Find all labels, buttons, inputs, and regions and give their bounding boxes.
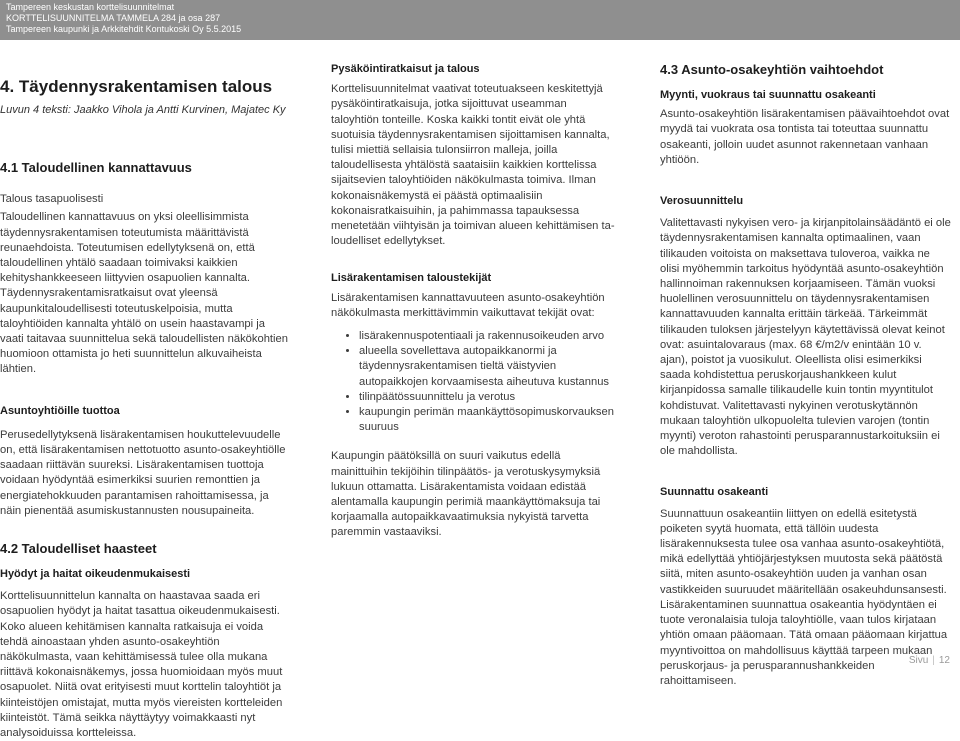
suunnattu-paragraph: Suunnattuun osakeantiin liittyen on edellä esitetystä poiketen syytä huomata, että tällöin uudesta lisärakennuksesta tulee osa vanhaa asunto-osakeyhtiötä, mikä edellyttää yhtiöjärjestyksen muutosta sekä päätöstä siitä, miten asunto-osakeyhtiön uuden ja vanhan osan vastikkeiden suuruudet määritellään osakeuhdunsansesti. Lisärakentaminen suunnattua osakeantia hyödyntäen ei tuote veronalaisia tuloja taloyhtiölle, vaan tulos kirjataan yhtiön omaan pääomaan. Tätä omaan pääomaan kirjattua myyntivoittoa on mahdollisuus käyttää tarpeen mukaan peruskorjaus- ja perusparannushankkeiden rahoittamiseen.	[660, 507, 948, 687]
pysakointi-paragraph: Korttelisuunnitelmat vaativat toteutuakseen keskitettyjä pysäköintiratkaisuja, jotka sijoittuvat useamman taloyhtiön tonteille. Koska kaikki tontit eivät ole yhtä suotuisia täydennysrakentamisen sijoittamisen kannalta, tulisi miettiä sellaisia tulonsiirron malleja, joilla taloudellisesta yhtälöstä saataisiin kaikkien korttelissa sijaitsevien taloyhtiöiden näkökulmasta toimiva. Ilman kokonaisnäkemystä ei päästä optimaalisiin kokonaisratkaisuihin, ja pahimmassa tapauksessa menetetään viihtyisän ja toimivan alueen kehittämisen taloudelliset edellytykset.	[331, 83, 615, 248]
section-4-3-title: 4.3 Asunto-osakeyhtiön vaihtoehdot	[660, 62, 884, 77]
header-line-3: Tampereen kaupunki ja Arkkitehdit Kontukoski Oy 5.5.2015	[6, 24, 242, 34]
asunto-heading: Asuntoyhtiöille tuottoa	[0, 404, 120, 417]
section-4-2-title: 4.2 Taloudelliset haasteet	[0, 541, 157, 557]
myynti-heading: Myynti, vuokraus tai suunnattu osakeanti	[660, 89, 876, 101]
kaupungin-paragraph: Kaupungin päätöksillä on suuri vaikutus edellä mainittuihin tekijöihin tilinpäätös- ja verotuskysymyksiä lukuun ottamatta. Lisärakentamista voidaan edistää alentamalla kaupungin perimiä maankäyttömaksuja tai korjaamalla autopaikkavaatimuksia nykyistä tarvetta paremmin vastaaviksi.	[331, 450, 601, 539]
hyody-heading: Hyödyt ja haitat oikeudenmukaisesti	[0, 568, 191, 581]
talous-paragraph: Taloudellinen kannattavuus on yksi oleellisimmista täydennysrakentamisen toteutumista määrittävistä reunaehdoista. Toteutumisen edellytyksenä on, että taloudellinen yhtälö saadaan toimivaksi kaikkien kehityshankkeeseen liittyvien osapuolien kannalta. Täydennysrakentamisratkaisut ovat yleensä kaupunkitaloudellisesti toteutuskelpoisia, mutta taloyhtiöiden kannalta yhtälö on usein haastavampi ja vaati taitavaa suunnittelua sekä taloudellisten näkökohtien huomioon ottamista jo heti suunnittelun alkuvaiheista lähtien.	[0, 211, 288, 376]
column-middle	[331, 62, 616, 541]
pysakointi-heading: Pysäköintiratkaisut ja talous	[331, 63, 480, 75]
factor-list	[331, 329, 616, 435]
hyody-paragraph: Korttelisuunnittelun kannalta on haastavaa saada eri osapuolien hyödyt ja haitat tasattua oikeudenmukaisesti. Koko alueen kehitämisen kannalta ratkaisuja ei voida tehdä ainoastaan yhden asunto-osakeyhtiön näkökulmasta, vaan kehittämisessä tulee olla mukana riittävä kokonaisnäkemys, jossa huomioidaan myös muut osapuolet. Niitä ovat erityisesti muut korttelin taloyhtiöt ja kiinteistöjen omistajat, mutta myös viereisten kortteleiden kiinteistöt. Tämä seikka näyttäytyy voimakkaasti nyt analysoiduissa kortteleissa.	[0, 590, 283, 740]
header-line-2: KORTTELISUUNNITELMA TAMMELA 284 ja osa 287	[6, 13, 221, 23]
page-number: 12	[938, 655, 950, 666]
header-line-1: Tampereen keskustan korttelisuunnitelmat	[6, 2, 175, 12]
myynti-paragraph: Asunto-osakeyhtiön lisärakentamisen päävaihtoehdot ovat myydä tai vuokrata osa tontista tai toteuttaa suunnattu osakeanti, jolloin uudet asunnot rakennetaan vanhaan yhtiöön.	[660, 108, 950, 166]
list-item: • alueella sovellettava autopaikkanormi ja täydennysrakentamisen tieltä väistyvien autopaikkojen korvaamisesta aiheutuva kustannus	[359, 344, 616, 390]
footer-separator: |	[932, 655, 935, 666]
chapter-authors: Luvun 4 teksti: Jaakko Vihola ja Antti Kurvinen, Majatec Ky	[0, 104, 286, 116]
list-item: • lisärakennuspotentiaali ja rakennusoikeuden arvo	[359, 329, 616, 344]
column-right	[660, 62, 952, 689]
verosuunnittelu-heading: Verosuunnittelu	[660, 195, 744, 208]
talous-heading: Talous tasapuolisesti	[0, 193, 104, 206]
document-header	[0, 0, 960, 40]
list-item: • tilinpäätössuunnittelu ja verotus	[359, 390, 616, 405]
column-left	[0, 62, 290, 741]
section-4-1-title: 4.1 Taloudellinen kannattavuus	[0, 160, 192, 176]
page-label: Sivu	[908, 655, 929, 666]
suunnattu-heading: Suunnattu osakeanti	[660, 486, 769, 499]
page-footer	[909, 655, 950, 666]
lisarakentaminen-heading: Lisärakentamisen taloustekijät	[331, 272, 492, 285]
list-item: • kaupungin perimän maankäyttösopimuskorvauksen suuruus	[359, 405, 616, 435]
asunto-paragraph: Perusedellytyksenä lisärakentamisen houkuttelevuudelle on, että lisärakentamisen nettotuotto asunto-osakeyhtiölle saadaan riittävän suureksi. Lisärakentamisen tuottoja voidaan hyödyntää esimerkiksi suurien remonttien ja energiatehokkuuden parantamisen rahoittamisessa, ja näin pienentää asumiskustannusten nousupaineita.	[0, 428, 286, 517]
verosuunnittelu-paragraph: Valitettavasti nykyisen vero- ja kirjanpitolainsäädäntö ei ole täydennysrakentamisen kannalta optimaalinen, vaan tilikauden voitoista on maksettava tuloveroa, vaikka ne olisi myöhemmin tarkoitus hyödyntää asunto-osakeyhtiön hallinnoiman rakennuksen korjaamiseen. Tämän vuoksi huolellinen verosuunnittelu on täydennysrakentamisen kannattavuuden kannalta erittäin tärkeää. Tärkeimmät tilikauden tuloksen järjestelyyn käytettävissä olevat keinot ovat: asuintalovaraus (max. 68 €/m2/v enintään 10 v. ajan), poistot ja vuosikulut. Oleellista olisi esimerkiksi saada kohdistettua peruskorjaushankkeen kulut kirjanpidossa samalle tilikaudelle kuin tontin myyntitulot kohdistuvat. Valitettavasti nykyinen verotuskytännön mukaan taloyhtiön ulkopuolelta tulevien varojen (tontin myynti) veroton rahastointi perusparannustarkoituksiin ei ole mahdollista.	[660, 217, 951, 458]
chapter-title: 4. Täydennysrakentamisen talous	[0, 77, 273, 96]
lisarakentaminen-paragraph: Lisärakentamisen kannattavuuteen asunto-osakeyhtiön näkökulmasta merkittävimmin vaikuttavat tekijät ovat:	[331, 291, 605, 319]
